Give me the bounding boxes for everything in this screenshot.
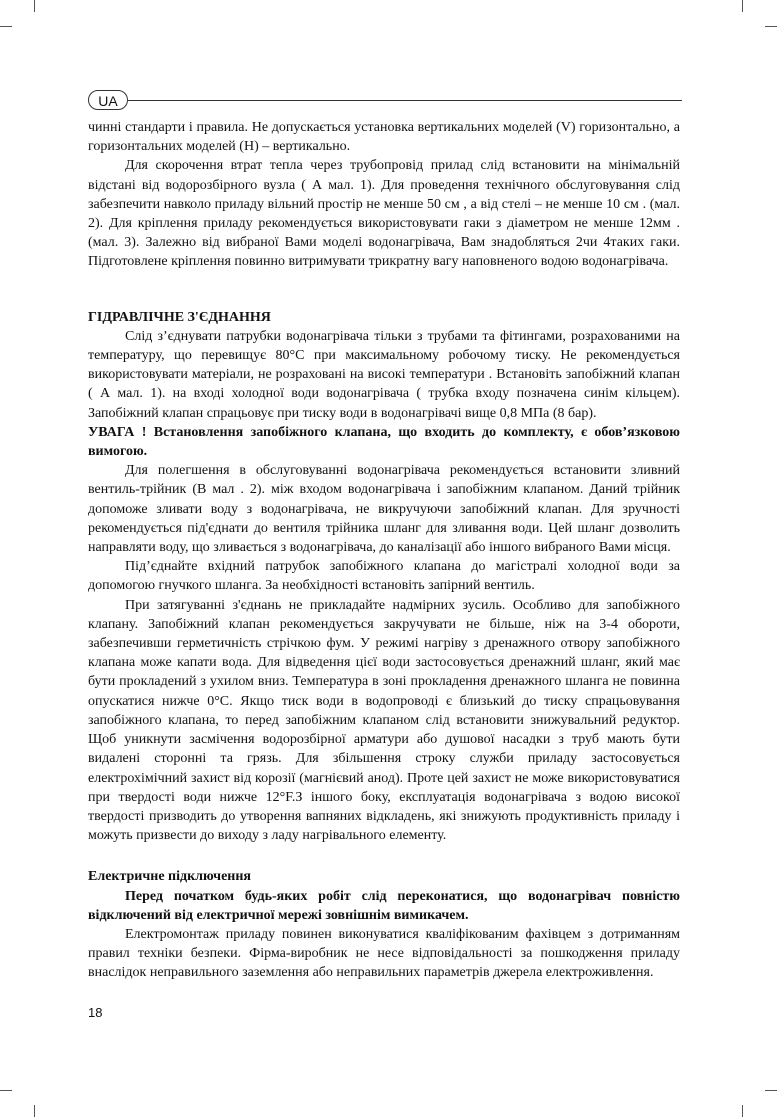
header-rule: [128, 100, 682, 101]
intro-paragraph-1: чинні стандарти і правила. Не допускається установка вертикальних моделей (V) горизонтально, а горизонтальних моделей (H) – вертикально.: [88, 120, 680, 155]
language-badge: UA: [88, 90, 128, 110]
crop-mark: [765, 26, 777, 27]
section-spacer: [88, 272, 680, 308]
intro-paragraph-2: Для скорочення втрат тепла через трубопровід прилад слід встановити на мінімальній відстані від водорозбірного вузла ( А мал. 1). Для проведення технічного обслуговування слід забезпечити навколо приладу вільний простір не менше 50 см , а від стелі – не менше 10 см . (мал. 2). Для кріплення приладу рекомендується використовувати гаки з діаметром не менше 12мм . (мал. 3). Залежно від вибраної Вами моделі водонагрівача, Вам знадобляться 2чи 4таких гаки. Підготовлене кріплення повинно витримувати трикратну вагу наповненого водою водонагрівача.: [88, 158, 680, 270]
hydraulic-paragraph-4: При затягуванні з'єднань не прикладайте надмірних зусиль. Особливо для запобіжного клапану. Запобіжний клапан рекомендується закручувати не більше, ніж на 3-4 обороти, забезпечивши герметичність стрічкою фум. У режимі нагріву з дренажного отвору запобіжного клапана може капати вода. Для відведення цієї води застосовується дренажний шланг, який має бути прокладений з ухилом вниз. Температура в зоні прокладення дренажного шланга не повинна опускатися нижче 0°С. Якщо тиск води в водопроводі є близький до тиску спрацьовування запобіжного клапана, то перед запобіжним клапаном слід встановити знижувальний редуктор. Щоб уникнути засмічення водорозбірної арматури або душової насадки з труб мають бути видалені сторонні та грязь. Для збільшення строку служби приладу застосовується електрохімічний захист від корозії (магнієвий анод). Проте цей захист не може використовуватися при твердості води нижче 12°F.З іншого боку, експлуатація водонагрівача з водою високої твердості призводить до утворення вапняних відкладень, які знижують продуктивність приладу і можуть призвести до виходу з ладу нагрівального елементу.: [88, 597, 680, 844]
electrical-paragraph-1: Електромонтаж приладу повинен виконуватися кваліфікованим фахівцем з дотриманням правил техніки безпеки. Фірма-виробник не несе відповідальності за пошкодження приладу внаслідок неправильного заземлення або неправильних параметрів джерела електроживлення.: [88, 926, 680, 981]
electrical-heading: Електричне підключення: [88, 869, 251, 885]
crop-mark: [742, 0, 743, 12]
hydraulic-heading: ГІДРАВЛІЧНЕ З'ЄДНАННЯ: [88, 309, 271, 325]
electrical-warning: Перед початком будь-яких робіт слід переконатися, що водонагрівач повністю відключений від електричної мережі зовнішнім вимикачем.: [88, 888, 680, 923]
section-spacer: [88, 845, 680, 867]
hydraulic-warning: УВАГА ! Встановлення запобіжного клапана, що входить до комплекту, є обов’язковою вимогою.: [88, 424, 680, 460]
crop-mark: [0, 26, 12, 27]
crop-mark: [742, 1105, 743, 1117]
crop-mark: [0, 1090, 12, 1091]
crop-mark: [34, 0, 35, 12]
hydraulic-paragraph-2: Для полегшення в обслуговуванні водонагрівача рекомендується встановити зливний вентиль-трійник (В мал . 2). між входом водонагрівача і запобіжним клапаном. Даний трійник допоможе зливати воду з водонагрівача, не викручуючи запобіжний клапан. Для зручності рекомендується під'єднати до вентиля трійника шланг для зливання води. Цей шланг дозволить направляти воду, що зливається з водонагрівача, до каналізації або іншого вибраного Вами місця.: [88, 463, 680, 556]
hydraulic-paragraph-1: Слід з’єднувати патрубки водонагрівача тільки з трубами та фітингами, розрахованими на температуру, що перевищує 80°С при максимальному робочому тиску. Не рекомендується використовувати матеріали, не розраховані на високі температури . Встановіть запобіжний клапан ( А мал. 1). на вході холодної води водонагрівача ( трубка входу позначена синім кільцем). Запобіжний клапан спрацьовує при тиску води в водонагрівачі вище 0,8 МПа (8 бар).: [88, 328, 680, 421]
crop-mark: [765, 1090, 777, 1091]
hydraulic-paragraph-3: Під’єднайте вхідний патрубок запобіжного клапана до магістралі холодної води за допомогою гнучкого шланга. За необхідності встановіть запірний вентиль.: [88, 559, 680, 594]
crop-mark: [34, 1105, 35, 1117]
page-content: [88, 118, 680, 983]
page-number: 18: [88, 1005, 103, 1020]
